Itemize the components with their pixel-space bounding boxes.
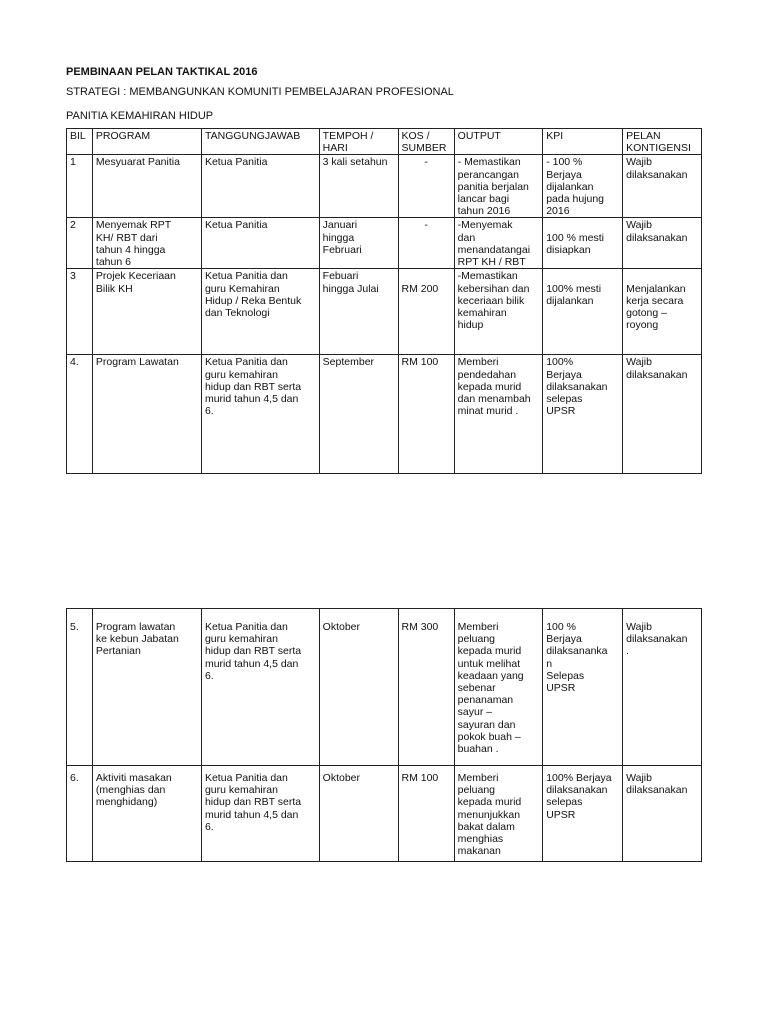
- cell-kos: -: [398, 218, 454, 269]
- cell-pelan: Wajib dilaksanakan: [623, 155, 702, 218]
- cell-kos: RM 100: [398, 766, 454, 862]
- header-bil: BIL: [67, 129, 93, 155]
- plan-table-continued: [66, 608, 702, 862]
- cell-kpi: - 100 % Berjaya dijalankan pada hujung 2016: [543, 155, 623, 218]
- cell-tanggungjawab: Ketua Panitia dan guru kemahiran hidup dan RBT serta murid tahun 4,5 dan 6.: [201, 609, 319, 766]
- header-output: OUTPUT: [454, 129, 543, 155]
- table-row: [67, 766, 702, 862]
- plan-table: [66, 128, 702, 474]
- header-program: PROGRAM: [92, 129, 201, 155]
- cell-bil: 2: [67, 218, 93, 269]
- strategy-line: STRATEGI : MEMBANGUNKAN KOMUNITI PEMBELAJARAN PROFESIONAL: [66, 86, 454, 98]
- cell-pelan: Wajib dilaksanakan: [623, 766, 702, 862]
- header-tempoh: TEMPOH / HARI: [319, 129, 398, 155]
- cell-tanggungjawab: Ketua Panitia: [201, 218, 319, 269]
- cell-program: Program lawatan ke kebun Jabatan Pertanian: [92, 609, 201, 766]
- cell-output: Memberi peluang kepada murid untuk melihat keadaan yang sebenar penanaman sayur – sayuran dan pokok buah – buahan .: [454, 609, 543, 766]
- header-kpi: KPI: [543, 129, 623, 155]
- cell-bil: 5.: [67, 609, 93, 766]
- cell-program: Program Lawatan: [92, 355, 201, 474]
- cell-kpi: 100 % mesti disiapkan: [543, 218, 623, 269]
- cell-bil: 1: [67, 155, 93, 218]
- table-row: [67, 269, 702, 355]
- cell-kos: RM 200: [398, 269, 454, 355]
- cell-kos: RM 300: [398, 609, 454, 766]
- cell-bil: 3: [67, 269, 93, 355]
- header-tanggungjawab: TANGGUNGJAWAB: [201, 129, 319, 155]
- cell-pelan: Wajib dilaksanakan: [623, 218, 702, 269]
- cell-kpi: 100% Berjaya dilaksanakan selepas UPSR: [543, 766, 623, 862]
- cell-program: Menyemak RPT KH/ RBT dari tahun 4 hingga tahun 6: [92, 218, 201, 269]
- header-kos: KOS / SUMBER: [398, 129, 454, 155]
- cell-pelan: Wajib dilaksanakan: [623, 355, 702, 474]
- cell-kos: -: [398, 155, 454, 218]
- cell-kos: RM 100: [398, 355, 454, 474]
- cell-tanggungjawab: Ketua Panitia dan guru kemahiran hidup dan RBT serta murid tahun 4,5 dan 6.: [201, 355, 319, 474]
- cell-tempoh: Febuari hingga Julai: [319, 269, 398, 355]
- cell-output: -Menyemak dan menandatangai RPT KH / RBT: [454, 218, 543, 269]
- cell-kpi: 100 % Berjaya dilaksananka n Selepas UPSR: [543, 609, 623, 766]
- cell-output: Memberi peluang kepada murid menunjukkan bakat dalam menghias makanan: [454, 766, 543, 862]
- cell-kpi: 100% mesti dijalankan: [543, 269, 623, 355]
- cell-pelan: Menjalankan kerja secara gotong – royong: [623, 269, 702, 355]
- cell-tanggungjawab: Ketua Panitia dan guru Kemahiran Hidup / Reka Bentuk dan Teknologi: [201, 269, 319, 355]
- table-row: [67, 355, 702, 474]
- panitia-line: PANITIA KEMAHIRAN HIDUP: [66, 110, 214, 122]
- cell-bil: 6.: [67, 766, 93, 862]
- cell-program: Aktiviti masakan (menghias dan menghidang): [92, 766, 201, 862]
- table-header-row: [67, 129, 702, 155]
- table-row: [67, 218, 702, 269]
- cell-output: Memberi pendedahan kepada murid dan menambah minat murid .: [454, 355, 543, 474]
- cell-tanggungjawab: Ketua Panitia dan guru kemahiran hidup dan RBT serta murid tahun 4,5 dan 6.: [201, 766, 319, 862]
- cell-tanggungjawab: Ketua Panitia: [201, 155, 319, 218]
- cell-tempoh: September: [319, 355, 398, 474]
- document-title: PEMBINAAN PELAN TAKTIKAL 2016: [66, 66, 258, 78]
- cell-tempoh: Oktober: [319, 766, 398, 862]
- table-row: [67, 155, 702, 218]
- cell-kpi: 100% Berjaya dilaksanakan selepas UPSR: [543, 355, 623, 474]
- cell-tempoh: 3 kali setahun: [319, 155, 398, 218]
- cell-pelan: Wajib dilaksanakan .: [623, 609, 702, 766]
- cell-output: -Memastikan kebersihan dan keceriaan bilik kemahiran hidup: [454, 269, 543, 355]
- cell-bil: 4.: [67, 355, 93, 474]
- table-row: [67, 609, 702, 766]
- cell-tempoh: Januari hingga Februari: [319, 218, 398, 269]
- cell-program: Projek Keceriaan Bilik KH: [92, 269, 201, 355]
- cell-output: - Memastikan perancangan panitia berjalan lancar bagi tahun 2016: [454, 155, 543, 218]
- header-pelan: PELAN KONTIGENSI: [623, 129, 702, 155]
- cell-tempoh: Oktober: [319, 609, 398, 766]
- cell-program: Mesyuarat Panitia: [92, 155, 201, 218]
